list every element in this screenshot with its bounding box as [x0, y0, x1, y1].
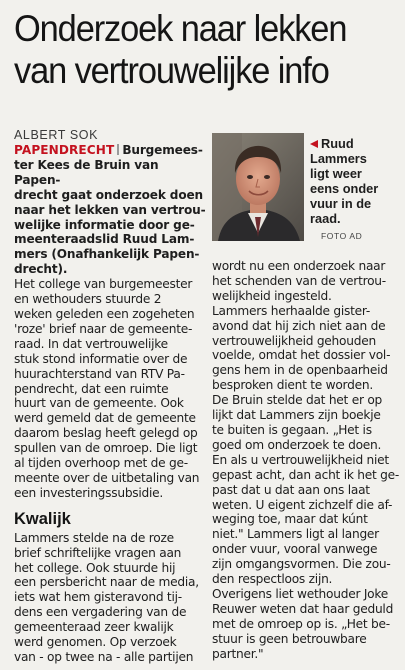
body-line: dens een vergadering van de: [14, 605, 187, 620]
body-line: pendrecht, dat een ruimte: [14, 381, 169, 396]
body-line: werd gemeld dat de gemeente: [14, 411, 196, 426]
body-line: weken geleden een zogeheten: [14, 306, 195, 321]
portrait-photo: [212, 133, 304, 241]
body-line: meente over de uitbetaling van: [14, 470, 200, 485]
caption-arrow-icon: [310, 140, 318, 148]
body-line: De Bruin stelde dat het er op: [212, 393, 383, 408]
body-line: vertrouwelijkheid gehouden: [212, 333, 376, 348]
body-line: den respectloos zijn.: [212, 572, 333, 587]
body-line: huurachterstand van RTV Pa-: [14, 366, 185, 381]
right-column: [212, 259, 400, 661]
body-line: stuur is geen betrouwbare: [212, 631, 367, 646]
body-line: avond dat hij zich niet aan de: [212, 318, 386, 333]
caption-first-line: [310, 136, 402, 151]
body-line: past dat u dat aan ons laat: [212, 482, 370, 497]
body-line: voelde, omdat het dossier vol-: [212, 348, 391, 363]
body-line: En als u vertrouwelijkheid niet: [212, 452, 389, 467]
body-line: met de omroep op is. „Het be-: [212, 616, 390, 631]
lead-line: mers (Onafhankelijk Papen-: [14, 247, 200, 262]
subheading: Kwalijk: [14, 509, 71, 528]
body-line: een investeringssubsidie.: [14, 485, 164, 500]
body-line: lijkt dat Lammers zijn boekje: [212, 408, 381, 423]
body-line: stuk stond informatie over de: [14, 351, 188, 366]
body-line: weten. U eigent zichzelf die af-: [212, 497, 393, 512]
lead-first-line: [14, 143, 206, 158]
lead-line: drecht).: [14, 262, 68, 277]
byline: ALBERT SOK: [14, 128, 99, 142]
caption-line: raad.: [310, 211, 341, 226]
headline-line-1: Onderzoek naar lekken: [14, 8, 347, 49]
body-line: huurt van de gemeente. Ook: [14, 396, 184, 411]
left-column: [14, 128, 206, 665]
body-line: iets wat hem gisteravond tij-: [14, 590, 182, 605]
body-line: te buiten is gegaan. „Het is: [212, 422, 372, 437]
lead-line: Burgemees-: [122, 143, 203, 157]
caption-line: ligt weer: [310, 166, 362, 181]
body-line: partner.": [212, 646, 264, 661]
body-line: gepast acht, dan acht ik het ge-: [212, 467, 400, 482]
body-paragraph-2: [14, 531, 206, 665]
body-line: 'roze' brief naar de gemeente-: [14, 321, 193, 336]
body-line: brief schriftelijke vragen aan: [14, 545, 182, 560]
body-line: een persbericht naar de media,: [14, 575, 199, 590]
caption-line: vuur in de: [310, 196, 372, 211]
lead-line: ter Kees de Bruin van Papen-: [14, 157, 159, 187]
body-line: het schenden van de vertrou-: [212, 273, 386, 288]
body-line: Overigens liet wethouder Joke: [212, 586, 388, 601]
body-line: Lammers herhaalde gister-: [212, 303, 371, 318]
photo-caption: [310, 136, 402, 226]
body-line: besproken dient te worden.: [212, 378, 373, 393]
lead-line: welijke informatie door ge-: [14, 217, 195, 232]
body-line: onder vuur, vooral vanwege: [212, 542, 378, 557]
lead-paragraph: [14, 143, 206, 277]
body-line: goed om onderzoek te doen.: [212, 437, 382, 452]
body-line: Reuwer weten dat haar geduld: [212, 601, 394, 616]
dateline-separator: [117, 144, 119, 155]
caption-line: Lammers: [310, 151, 367, 166]
body-line: daarom beslag heeft gelegd op: [14, 426, 198, 441]
body-line: niet." Lammers ligt al langer: [212, 527, 379, 542]
dateline: PAPENDRECHT: [14, 143, 115, 157]
lead-line: naar het lekken van vertrou-: [14, 202, 206, 217]
body-line: van - op twee na - alle partijen: [14, 650, 194, 664]
body-line: Het college van burgemeester: [14, 277, 193, 292]
photo-credit: FOTO AD: [321, 231, 363, 241]
body-line: spullen van de omroep. Die ligt: [14, 441, 198, 456]
body-line: gemeenteraad zeer kwalijk: [14, 620, 174, 635]
body-line: al tijden overhoop met de ge-: [14, 456, 188, 471]
body-line: wordt nu een onderzoek naar: [212, 259, 386, 273]
body-line: het college. Ook stuurde hij: [14, 560, 176, 575]
body-line: werd genomen. Op verzoek: [14, 635, 177, 650]
lead-line: drecht gaat onderzoek doen: [14, 187, 203, 202]
caption-line: Ruud: [321, 136, 354, 151]
body-paragraph-1: [14, 277, 206, 501]
headline-line-2: van vertrouwelijke info: [14, 50, 329, 91]
body-line: gens hem in de openbaarheid: [212, 363, 388, 378]
lead-line: meenteraadslid Ruud Lam-: [14, 232, 195, 247]
body-line: welijkheid ingesteld.: [212, 288, 332, 303]
body-line: zijn omgangsvormen. Die zou-: [212, 557, 391, 572]
caption-line: eens onder: [310, 181, 379, 196]
headline: [14, 8, 372, 92]
body-line: raad. In dat vertrouwelijke: [14, 336, 168, 351]
portrait-illustration: [212, 133, 304, 241]
body-line: weging toe, maar dat kúnt: [212, 512, 368, 527]
body-line: Lammers stelde na de roze: [14, 530, 174, 545]
body-line: en wethouders stuurde 2: [14, 292, 162, 307]
